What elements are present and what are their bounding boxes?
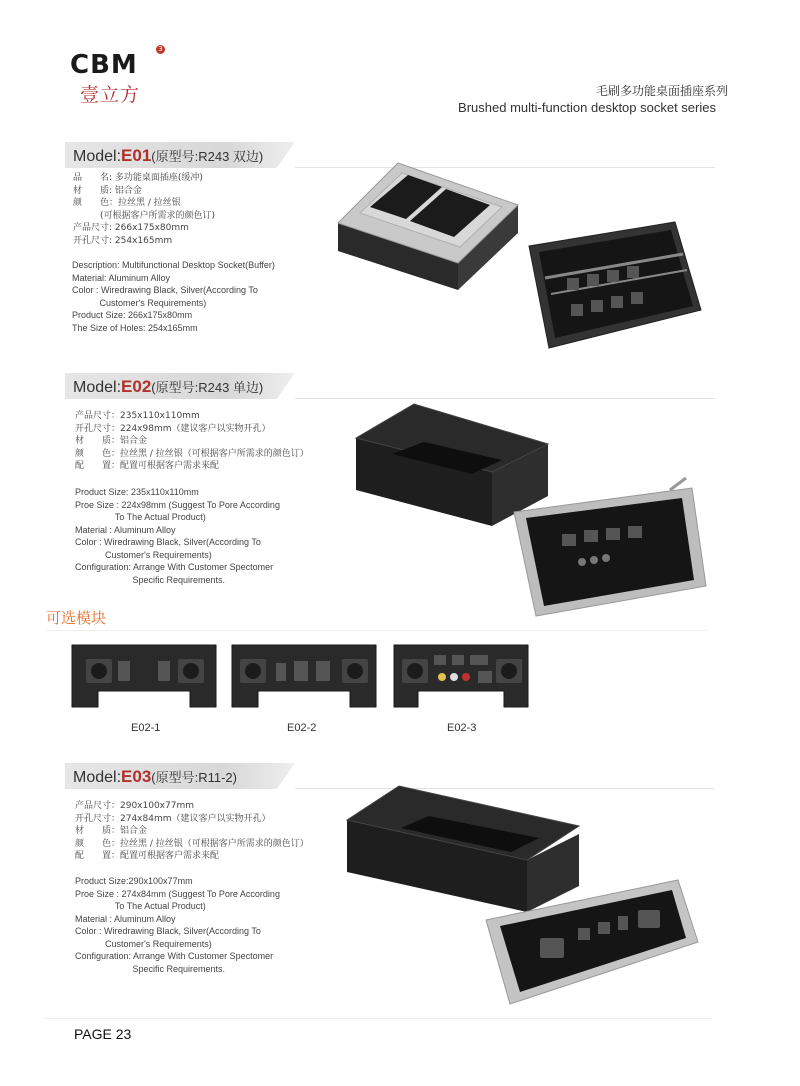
module-label: E02-3 [447,722,477,734]
module-e02-3-photo [394,645,528,707]
optional-modules-heading: 可选模块 [46,609,107,627]
brand-logo-chinese: 壹立方 [80,84,141,106]
module-e02-1-photo [72,645,216,707]
model-e01-spec-cn: 品 名: 多功能桌面插座(缓冲) 材 质: 铝合金 颜 色：拉丝黑 / 拉丝银 (可根据客户所需求的颜色订) 产品尺寸: 266x175x80mm 开孔尺寸: 254x165mm [73,173,216,246]
footer-divider [44,1018,712,1019]
model-e03-title: Model:E03(原型号:R11-2) [73,767,237,786]
e01-open-photo [525,218,705,353]
e01-closed-photo [330,155,520,290]
brand-logo: CBM [70,50,138,80]
module-label: E02-2 [287,722,317,734]
series-title-chinese: 毛刷多功能桌面插座系列 [595,84,728,98]
series-title-english: Brushed multi-function desktop socket series [458,100,716,115]
model-code: E03 [121,767,152,786]
model-e02-spec-cn: 产品尺寸：235x110x110mm 开孔尺寸：224x98mm（建议客户以实物开孔） 材 质：铝合金 颜 色：拉丝黑 / 拉丝银（可根据客户所需求的颜色订） 配 置：配置可根据客户需求来配 [75,411,309,471]
module-e02-2-photo [232,645,376,707]
e02-open-photo [510,482,710,617]
model-original-code: (原型号:R243 双边) [151,149,264,164]
e03-open-photo [482,876,702,1006]
model-original-code: (原型号:R11-2) [151,770,237,785]
module-label: E02-1 [131,722,161,734]
model-e02-spec-en: Product Size: 235x110x110mm Proe Size : 224x98mm (Suggest To Pore According To The Actual Product) Material : Aluminum Alloy Color : Wiredrawing Black, Silver(According To Customer's Requirements) Configuration: Arrange With Customer Spectomer Specific Requirements. [75,487,280,585]
model-e03-spec-en: Product Size:290x100x77mm Proe Size : 274x84mm (Suggest To Pore According To The Actual Product) Material : Aluminum Alloy Color : Wiredrawing Black, Silver(According To Customer's Requirements) Configuration: Arrange With Customer Spectomer Specific Requirements. [75,876,280,974]
model-original-code: (原型号:R243 单边) [151,380,264,395]
page-number: PAGE 23 [74,1026,132,1042]
model-e03-spec-cn: 产品尺寸：290x100x77mm 开孔尺寸：274x84mm（建议客户以实物开孔） 材 质：铝合金 颜 色：拉丝黑 / 拉丝银（可根据客户所需求的颜色订） 配 置：配置可根据客户需求来配 [75,801,309,861]
model-e01-title: Model:E01(原型号:R243 双边) [73,146,264,165]
brand-logo-superscript: 3 [156,45,165,54]
section-divider [46,630,708,631]
model-e01-spec-en: Description: Multifunctional Desktop Socket(Buffer) Material: Aluminum Alloy Color : Wiredrawing Black, Silver(According To Customer's Requirements) Product Size: 266x175x80mm The Size of Holes: 254x165mm [72,260,275,333]
model-code: E01 [121,146,152,165]
model-code: E02 [121,377,152,396]
model-e02-title: Model:E02(原型号:R243 单边) [73,377,264,396]
model-e02-header [65,373,715,399]
